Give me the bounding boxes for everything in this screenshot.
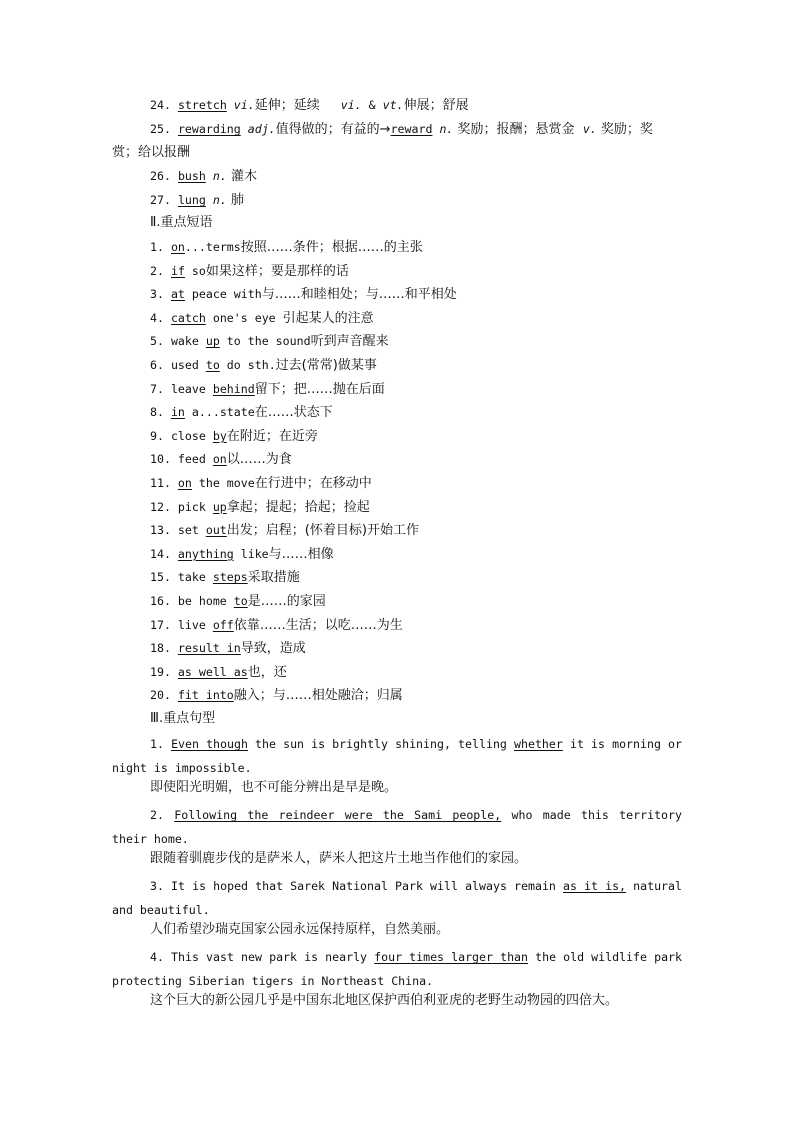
related-word: reward [390,122,433,136]
pos-label: vt. [382,98,404,112]
phrase-keyword: by [212,428,227,443]
sentence-translation: 人们希望沙瑞克国家公园永远保持原样，自然美丽。 [150,922,450,937]
phrase-item [150,310,374,327]
phrase-meaning: 引起某人的注意 [282,310,374,326]
sentence-english [112,733,682,780]
sentence-english [112,804,682,851]
vocab-item-26 [150,168,257,185]
phrase-item [150,451,292,468]
phrase-meaning: 与……相像 [268,546,334,562]
item-number: 10. [150,452,178,467]
phrase-item [150,428,318,445]
phrase-meaning: 出发；启程；(怀着目标)开始工作 [226,523,419,539]
phrase-text: used [170,358,206,372]
phrase-meaning: 是……的家园 [247,594,326,609]
sentence-english [112,946,682,993]
sentence-translation: 这个巨大的新公园几乎是中国东北地区保护西伯利亚虎的老野生动物园的四倍大。 [150,993,619,1008]
pos-label: n. [205,193,227,207]
item-number: 2. [150,263,171,278]
phrase-meaning: 拿起；提起；拾起；捡起 [226,499,370,515]
phrase-text: like [233,546,269,561]
phrase-item [150,664,287,681]
phrase-keyword: fit into [177,688,234,703]
phrase-meaning: 融入；与……相处融洽；归属 [233,688,403,704]
phrase-keyword: anything [177,546,234,561]
phrase-keyword: up [205,334,220,349]
item-number: 12. [150,499,178,514]
phrase-item [150,546,334,563]
phrase-keyword: steps [212,570,248,585]
phrase-text: so [184,263,206,278]
item-number: 1. [150,240,171,254]
vocab-item-25 [150,121,653,138]
vocab-item-24: 24. stretch vi.延伸；延续 vi. & vt.伸展；舒展 [150,98,469,113]
phrase-item [150,475,372,492]
item-number: 26. [150,169,171,183]
phrase-meaning: 在……状态下 [254,405,333,421]
vocab-meaning: 肺 [226,193,244,208]
phrase-item [150,263,349,280]
vocab-word: bush [177,169,206,183]
phrase-item [150,499,370,516]
phrase-text: the move [191,476,255,490]
sentence-text: the sun is brightly shining, telling [247,737,515,751]
phrase-text: a...state [184,405,255,420]
phrase-meaning: 采取措施 [247,570,300,586]
phrase-meaning: 以……为食 [226,452,292,468]
phrase-meaning: 按照……条件；根据……的主张 [240,240,423,255]
item-number: 20. [150,688,178,703]
item-number: 9. [150,428,171,443]
phrase-keyword: on [170,240,185,254]
phrase-meaning: 听到声音醒来 [310,334,389,350]
phrase-text: set [177,523,206,538]
phrase-meaning: 与……和睦相处；与……和平相处 [261,287,457,303]
vocab-meaning: 值得做的；有益的→ [275,122,391,137]
section-heading-phrases: Ⅱ.重点短语 [150,215,213,230]
phrase-meaning: 也，还 [247,664,287,680]
phrase-meaning: 导致，造成 [240,641,306,657]
phrase-meaning: 如果这样；要是那样的话 [205,263,349,279]
phrase-text: to the sound [219,334,311,349]
phrase-keyword: on [212,452,227,467]
vocab-meaning: 奖励；奖 [596,122,653,137]
phrase-meaning: 在附近；在近旁 [226,428,318,444]
phrase-text: one's eye [205,310,283,325]
phrase-text: close [170,428,213,443]
phrase-meaning: 留下；把……抛在后面 [254,381,385,397]
pos-label: adj. [240,122,276,136]
item-number: 17. [150,617,178,632]
phrase-text: ...terms [184,240,241,254]
item-number: 19. [150,664,178,679]
vocab-word: stretch [177,98,227,112]
phrase-keyword: in [170,405,185,420]
phrase-text: live [177,617,213,632]
phrase-text: pick [177,499,213,514]
vocab-meaning: 奖励；报酬；悬赏金 [453,122,583,137]
sentence-text: 4. This vast new park is nearly [150,950,375,964]
phrase-item [150,404,333,421]
phrase-text: feed [177,452,213,467]
item-number: 3. [150,287,171,302]
sentence-text: 2. [150,808,175,822]
phrase-item [150,569,300,586]
vocab-item-27 [150,192,244,209]
item-number: 7. [150,381,171,396]
phrase-item [150,333,389,350]
phrase-keyword: behind [212,381,255,396]
phrase-text: leave [170,381,213,396]
item-number: 8. [150,405,171,420]
item-number: 14. [150,546,178,561]
sentence-keyphrase: Following the reindeer were the Sami people, [174,808,502,822]
phrase-item [150,286,457,303]
sentence-text: it is morning or night is impossible. [112,737,683,775]
item-number: 25. [150,122,171,136]
phrase-keyword: if [170,263,185,278]
pos-label: v. [582,122,597,136]
vocab-meaning: 延伸；延续 [254,98,320,113]
sentence-translation: 跟随着驯鹿步伐的是萨米人，萨米人把这片土地当作他们的家园。 [150,851,528,866]
item-number: 5. [150,334,171,349]
phrase-item [150,522,419,539]
phrase-keyword: as well as [177,664,248,679]
phrase-item [150,381,385,398]
item-number: 18. [150,641,178,656]
vocab-meaning: 伸展；舒展 [403,98,469,113]
pos-label: n. [432,122,454,136]
phrase-text: take [177,570,213,585]
phrase-text: wake [170,334,206,349]
sentence-text: who made this territory their home. [112,808,682,846]
sentence-keyphrase: Even though [171,737,248,751]
phrase-item [150,640,306,657]
vocab-item-25-wrap: 赏；给以报酬 [112,145,191,160]
item-number: 16. [150,594,178,608]
phrase-keyword: out [205,523,227,538]
item-number: 13. [150,523,178,538]
item-number: 11. [150,476,178,490]
vocab-word: rewarding [177,122,241,136]
phrase-keyword: up [212,499,227,514]
phrase-keyword: result in [177,641,241,656]
sentence-text: natural and beautiful. [112,879,682,917]
sentence-keyphrase: whether [514,737,563,751]
phrase-meaning: 依靠……生活；以吃……为生 [233,617,403,633]
item-number: 27. [150,193,171,207]
item-number: 24. [150,98,171,112]
phrase-text: be home [177,594,234,608]
section-heading-sentences: Ⅲ.重点句型 [150,711,216,726]
phrase-keyword: at [170,287,185,302]
item-number: 6. [150,358,171,372]
phrase-text: do sth. [219,358,276,372]
phrase-meaning: 过去(常常)做某事 [275,358,377,373]
phrase-item [150,687,403,704]
phrase-item [150,357,377,374]
phrase-keyword: catch [170,310,206,325]
sentence-text: 1. [150,737,172,751]
pos-label: n. [205,169,227,183]
vocab-meaning: 灌木 [226,169,257,184]
sentence-keyphrase: four times larger than [374,950,529,964]
phrase-meaning: 在行进中；在移动中 [254,476,372,491]
sentence-english [112,875,682,922]
sentence-translation: 即使阳光明媚，也不可能分辨出是早是晚。 [150,780,398,795]
item-number: 15. [150,570,178,585]
vocab-word: lung [177,193,206,207]
phrase-keyword: on [177,476,192,490]
sentence-keyphrase: as it is, [563,879,627,893]
phrase-keyword: off [212,617,234,632]
pos-label: vi. [226,98,255,112]
phrase-text: peace with [184,287,262,302]
phrase-item [150,593,326,610]
sentence-text: the old wildlife park protecting Siberian tigers in Northeast China. [112,950,683,988]
phrase-keyword: to [205,358,220,372]
phrase-item [150,239,423,256]
sentence-text: 3. It is hoped that Sarek National Park will always remain [150,879,563,893]
item-number: 4. [150,310,171,325]
phrase-keyword: to [233,594,248,608]
pos-label: vi. [340,98,362,112]
phrase-item [150,617,403,634]
